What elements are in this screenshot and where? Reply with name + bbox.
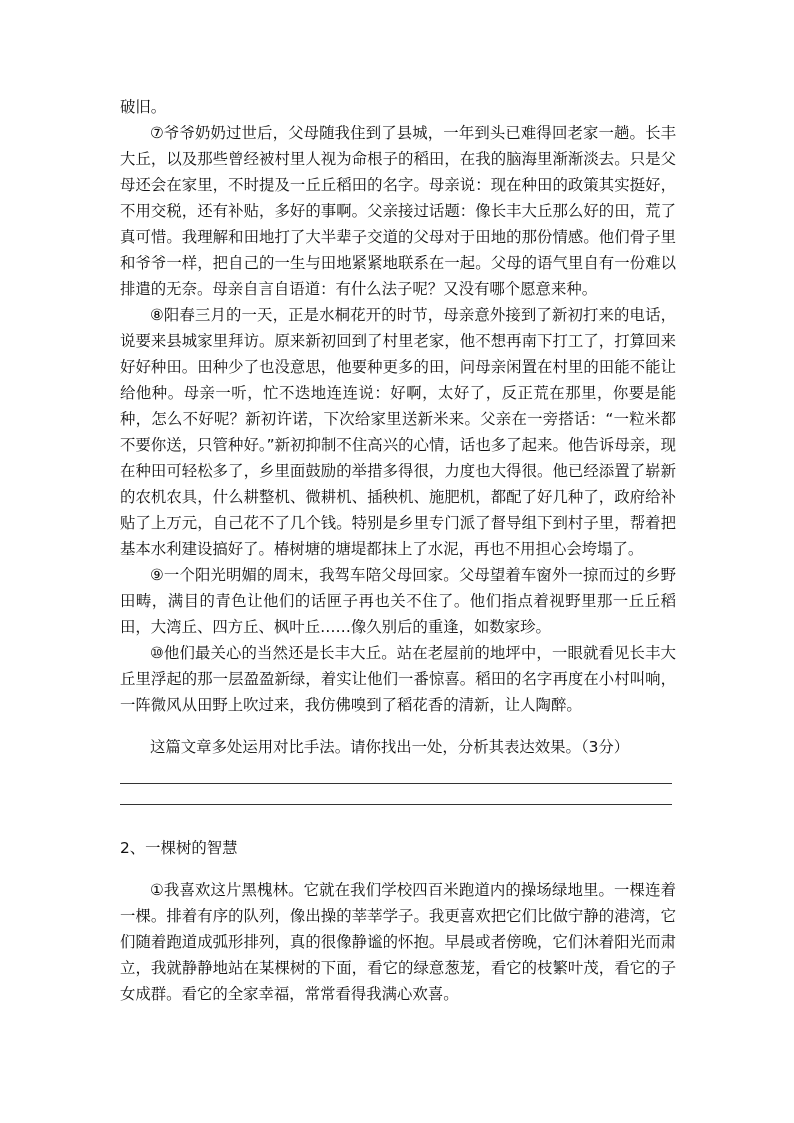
paragraph-8: ⑧阳春三月的一天，正是水桐花开的时节，母亲意外接到了新初打来的电话，说要来县城家里拜访。原来新初回到了村里老家，他不想再南下打工了，打算回来好好种田。田种少了也没意思，他要种更多的田，问母亲闲置在村里的田能不能让给他种。母亲一听，忙不迭地连连说：好啊，太好了，反正荒在那里，你要是能种，怎么不好呢？新初许诺，下次给家里送新米来。父亲在一旁搭话：“一粒米都不要你送，只管种好。”新初抑制不住高兴的心情，话也多了起来。他告诉母亲，现在种田可轻松多了，乡里面鼓励的举措多得很，力度也大得很。他已经添置了崭新的农机农具，什么耕整机、微耕机、插秧机、施肥机，都配了好几种了，政府给补贴了上万元，自己花不了几个钱。特别是乡里专门派了督导组下到村子里，帮着把基本水利建设搞好了。椿树塘的塘堤都抹上了水泥，再也不用担心会垮塌了。 bbox=[120, 306, 676, 558]
section2-paragraph-1: ①我喜欢这片黑槐林。它就在我们学校四百米跑道内的操场绿地里。一棵连着一棵。排着有序的队列，像出操的莘莘学子。我更喜欢把它们比做宁静的港湾，它们随着跑道成弧形排列，真的很像静谧的怀抱。早晨或者傍晚，它们沐着阳光而肃立，我就静静地站在某棵树的下面，看它的绿意葱茏，看它的枝繁叶茂，看它的子女成群。看它的全家幸福，常常看得我满心欢喜。 bbox=[120, 880, 676, 1003]
question-prompt: 这篇文章多处运用对比手法。请你找出一处，分析其表达效果。（3分） bbox=[150, 738, 630, 756]
document-page bbox=[120, 94, 676, 1007]
continuation-text: 破旧。 bbox=[120, 98, 167, 116]
paragraph-9: ⑨一个阳光明媚的周末，我驾车陪父母回家。父母望着车窗外一掠而过的乡野田畴，满目的青色让他们的话匣子再也关不住了。他们指点着视野里那一丘丘稻田，大湾丘、四方丘、枫叶丘……像久别后的重逢，如数家珍。 bbox=[120, 566, 676, 636]
answer-line bbox=[120, 775, 672, 784]
section-title: 2、一棵树的智慧 bbox=[120, 839, 238, 858]
paragraph-7: ⑦爷爷奶奶过世后，父母随我住到了县城，一年到头已难得回老家一趟。长丰大丘，以及那些曾经被村里人视为命根子的稻田，在我的脑海里渐渐淡去。只是父母还会在家里，不时提及一丘丘稻田的名字。母亲说：现在种田的政策其实挺好，不用交税，还有补贴，多好的事啊。父亲接过话题：像长丰大丘那么好的田，荒了真可惜。我理解和田地打了大半辈子交道的父母对于田地的那份情感。他们骨子里和爷爷一样，把自己的一生与田地紧紧地联系在一起。父母的语气里自有一份难以排遣的无奈。母亲自言自语道：有什么法子呢？又没有哪个愿意来种。 bbox=[120, 124, 676, 298]
paragraph-10: ⑩他们最关心的当然还是长丰大丘。站在老屋前的地坪中，一眼就看见长丰大丘里浮起的那一层盈盈新绿，着实让他们一番惊喜。稻田的名字再度在小村叫响，一阵微风从田野上吹过来，我仿佛嗅到了稻花香的清新，让人陶醉。 bbox=[120, 644, 676, 714]
answer-line bbox=[120, 784, 672, 805]
